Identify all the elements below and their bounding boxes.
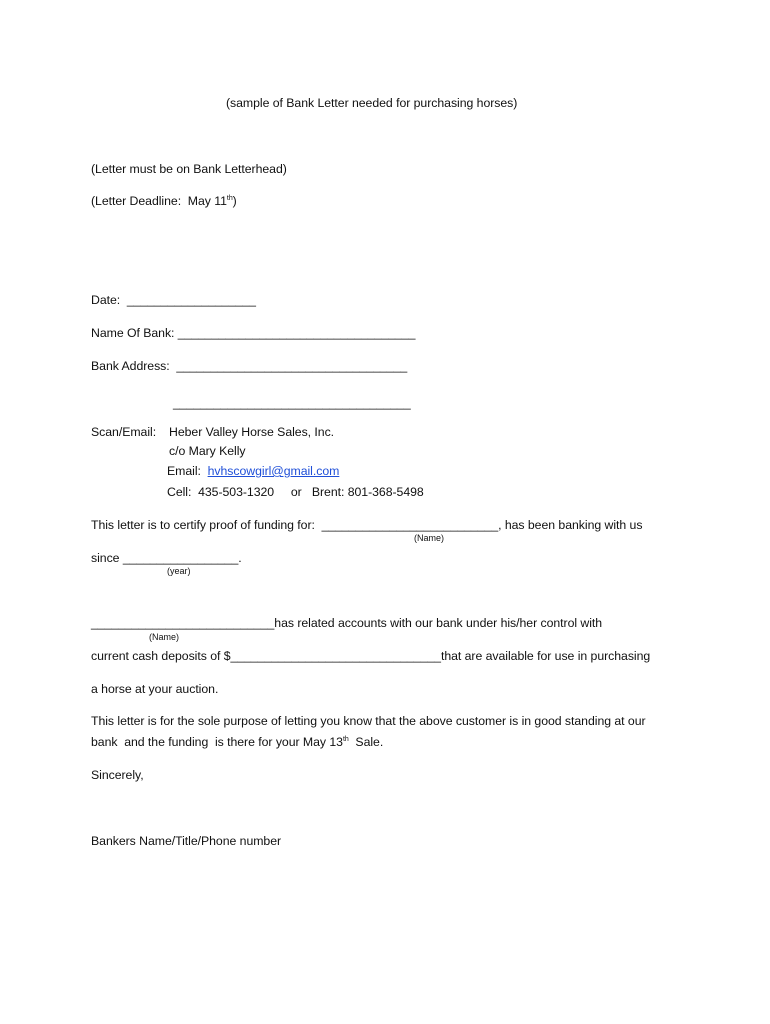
deadline-note <box>91 193 237 209</box>
purpose-line2-sup: th <box>342 736 349 743</box>
year-caption: (year) <box>167 566 191 576</box>
deadline-suffix: ) <box>232 194 237 208</box>
purpose-line1: This letter is for the sole purpose of letting you know that the above customer is in good standing at our <box>91 714 646 728</box>
scan-email-label: Scan/Email: <box>91 425 157 439</box>
certify-line: This letter is to certify proof of funding for: __________________________, has been banking with us <box>91 518 643 532</box>
bank-address-field-line2: ___________________________________ <box>173 396 411 410</box>
bank-name-field: Name Of Bank: ___________________________________ <box>91 326 416 340</box>
document-title: (sample of Bank Letter needed for purchasing horses) <box>226 96 518 110</box>
purpose-line2-prefix: bank and the funding is there for your May 13 <box>91 735 343 749</box>
email-link[interactable]: hvhscowgirl@gmail.com <box>207 464 340 478</box>
deposits-line: current cash deposits of $_______________________________that are available for use in purchasing <box>91 649 651 663</box>
deadline-sup: th <box>226 195 233 202</box>
auction-line: a horse at your auction. <box>91 682 219 696</box>
accounts-line: ___________________________has related accounts with our bank under his/her control with <box>91 616 603 630</box>
date-field: Date: ___________________ <box>91 293 256 307</box>
purpose-line2 <box>91 734 383 750</box>
since-line: since _________________. <box>91 551 242 565</box>
purpose-line2-suffix: Sale. <box>348 735 384 749</box>
company-name: Heber Valley Horse Sales, Inc. <box>169 425 335 439</box>
letterhead-note: (Letter must be on Bank Letterhead) <box>91 162 287 176</box>
closing: Sincerely, <box>91 768 144 782</box>
bank-address-field: Bank Address: __________________________________ <box>91 359 408 373</box>
email-label: Email: <box>167 464 201 478</box>
accounts-name-caption: (Name) <box>149 632 180 642</box>
deadline-prefix: (Letter Deadline: May 11 <box>91 194 227 208</box>
name-caption: (Name) <box>414 533 445 543</box>
cell-phone: Cell: 435-503-1320 or Brent: 801-368-5498 <box>167 485 424 499</box>
email-row <box>167 463 339 479</box>
signature-line: Bankers Name/Title/Phone number <box>91 834 282 848</box>
care-of: c/o Mary Kelly <box>169 444 246 458</box>
